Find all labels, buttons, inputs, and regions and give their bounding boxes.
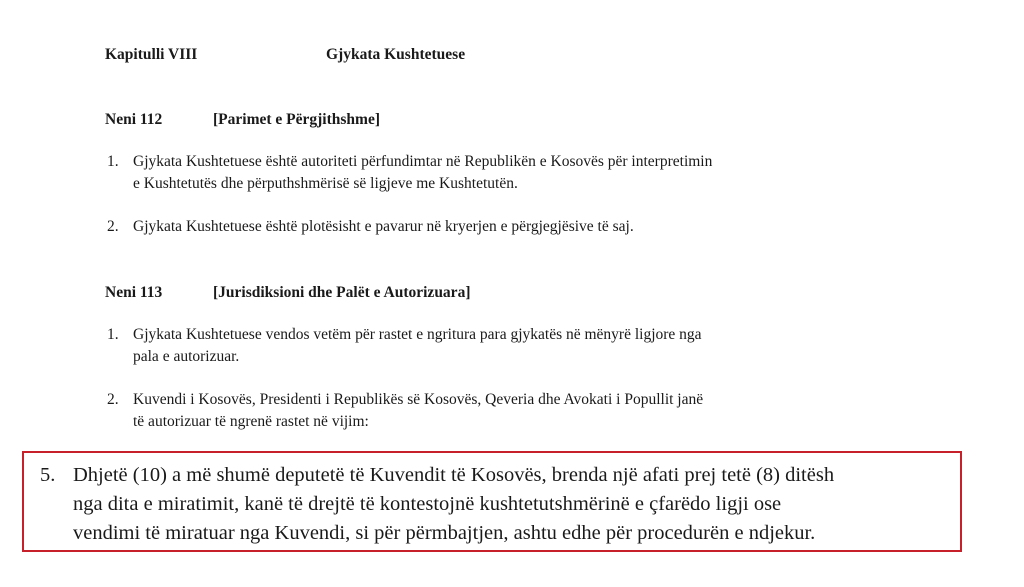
- article-113-title: [Jurisdiksioni dhe Palët e Autorizuara]: [213, 284, 471, 301]
- item-number: 1.: [107, 153, 119, 170]
- item-line: Gjykata Kushtetuese është autoriteti përfundimtar në Republikën e Kosovës për interpretimin: [133, 153, 713, 170]
- item-number: 5.: [40, 464, 56, 486]
- article-112-title: [Parimet e Përgjithshme]: [213, 111, 380, 128]
- item-line: e Kushtetutës dhe përputhshmërisë së ligjeve me Kushtetutën.: [133, 175, 518, 192]
- article-113-label: Neni 113: [105, 284, 163, 301]
- item-number: 1.: [107, 326, 119, 343]
- highlighted-line: vendimi të miratuar nga Kuvendi, si për përmbajtjen, ashtu edhe për procedurën e ndjekur.: [73, 522, 816, 544]
- chapter-title: Gjykata Kushtetuese: [326, 46, 466, 63]
- item-number: 2.: [107, 218, 119, 235]
- item-line: Kuvendi i Kosovës, Presidenti i Republikës së Kosovës, Qeveria dhe Avokati i Popullit janë: [133, 391, 704, 408]
- item-number: 2.: [107, 391, 119, 408]
- article-112-label: Neni 112: [105, 111, 163, 128]
- item-line: të autorizuar të ngrenë rastet në vijim:: [133, 413, 369, 430]
- item-line: pala e autorizuar.: [133, 348, 240, 365]
- highlighted-line: Dhjetë (10) a më shumë deputetë të Kuvendit të Kosovës, brenda një afati prej tetë (8) ditësh: [73, 464, 835, 486]
- item-line: Gjykata Kushtetuese është plotësisht e pavarur në kryerjen e përgjegjësive të saj.: [133, 218, 634, 235]
- item-line: Gjykata Kushtetuese vendos vetëm për rastet e ngritura para gjykatës në mënyrë ligjore nga: [133, 326, 702, 343]
- highlighted-line: nga dita e miratimit, kanë të drejtë të kontestojnë kushtetutshmërinë e çfarëdo ligji ose: [73, 493, 782, 515]
- chapter-number: Kapitulli VIII: [105, 46, 198, 63]
